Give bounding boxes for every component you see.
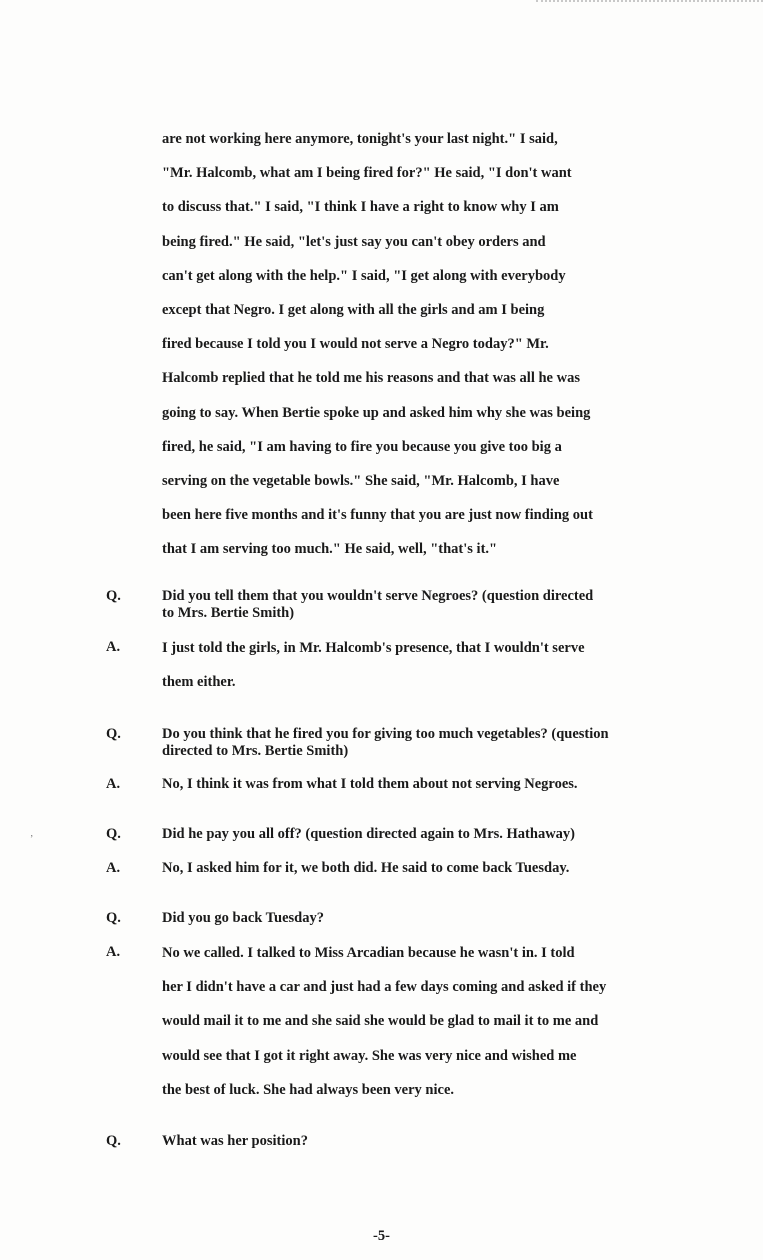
narrative-line: that I am serving too much." He said, well, "that's it." xyxy=(162,541,498,558)
qa-line: What was her position? xyxy=(162,1133,308,1149)
qa-line: her I didn't have a car and just had a few days coming and asked if they xyxy=(162,979,607,996)
qa-text xyxy=(162,860,722,877)
qa-line: I just told the girls, in Mr. Halcomb's presence, that I wouldn't serve xyxy=(162,640,585,656)
narrative-line: fired because I told you I would not serve a Negro today?" Mr. xyxy=(162,336,549,353)
qa-line: the best of luck. She had always been very nice. xyxy=(162,1081,455,1098)
qa-label: A. xyxy=(106,639,121,655)
scan-edge-dots xyxy=(536,0,763,6)
narrative-line: being fired." He said, "let's just say you can't obey orders and xyxy=(162,233,546,250)
narrative-line: going to say. When Bertie spoke up and asked him why she was being xyxy=(162,404,591,421)
narrative-line: Halcomb replied that he told me his reasons and that was all he was xyxy=(162,370,580,387)
qa-text xyxy=(162,826,722,843)
qa-line: them either. xyxy=(162,674,236,691)
qa-line: Do you think that he fired you for giving too much vegetables? (question xyxy=(162,726,609,742)
narrative-line: to discuss that." I said, "I think I have a right to know why I am xyxy=(162,199,559,216)
qa-label: Q. xyxy=(106,726,121,742)
qa-line: Did you tell them that you wouldn't serve Negroes? (question directed xyxy=(162,588,594,604)
narrative-paragraph xyxy=(162,122,722,566)
qa-label: A. xyxy=(106,860,121,876)
qa-text xyxy=(162,776,722,793)
qa-text xyxy=(162,910,722,927)
qa-label: Q. xyxy=(106,826,121,842)
qa-line: would mail it to me and she said she would be glad to mail it to me and xyxy=(162,1013,599,1030)
qa-line: would see that I got it right away. She was very nice and wished me xyxy=(162,1047,577,1064)
qa-line: Did you go back Tuesday? xyxy=(162,910,324,926)
narrative-line: "Mr. Halcomb, what am I being fired for?" He said, "I don't want xyxy=(162,165,572,182)
narrative-line: fired, he said, "I am having to fire you because you give too big a xyxy=(162,438,562,455)
narrative-line: except that Negro. I get along with all the girls and am I being xyxy=(162,301,545,318)
qa-line: to Mrs. Bertie Smith) xyxy=(162,605,295,621)
page-number: -5- xyxy=(373,1228,390,1244)
narrative-line: been here five months and it's funny that you are just now finding out xyxy=(162,507,593,524)
qa-label: A. xyxy=(106,776,121,792)
qa-line: No we called. I talked to Miss Arcadian because he wasn't in. I told xyxy=(162,945,575,961)
qa-line: Did he pay you all off? (question directed again to Mrs. Hathaway) xyxy=(162,826,575,842)
qa-text xyxy=(162,588,722,622)
qa-label: Q. xyxy=(106,910,121,926)
qa-text xyxy=(162,726,722,760)
qa-line: No, I think it was from what I told them about not serving Negroes. xyxy=(162,776,578,792)
narrative-line: are not working here anymore, tonight's your last night." I said, xyxy=(162,131,558,147)
narrative-line: can't get along with the help." I said, "I get along with everybody xyxy=(162,267,566,284)
qa-line: directed to Mrs. Bertie Smith) xyxy=(162,743,349,759)
qa-label: A. xyxy=(106,944,121,960)
qa-text xyxy=(162,1133,722,1150)
qa-label: Q. xyxy=(106,588,121,604)
qa-text xyxy=(162,631,722,699)
qa-text xyxy=(162,936,722,1107)
qa-line: No, I asked him for it, we both did. He said to come back Tuesday. xyxy=(162,860,570,876)
margin-mark: ‚ xyxy=(30,828,34,839)
qa-label: Q. xyxy=(106,1133,121,1149)
narrative-line: serving on the vegetable bowls." She said, "Mr. Halcomb, I have xyxy=(162,472,560,489)
